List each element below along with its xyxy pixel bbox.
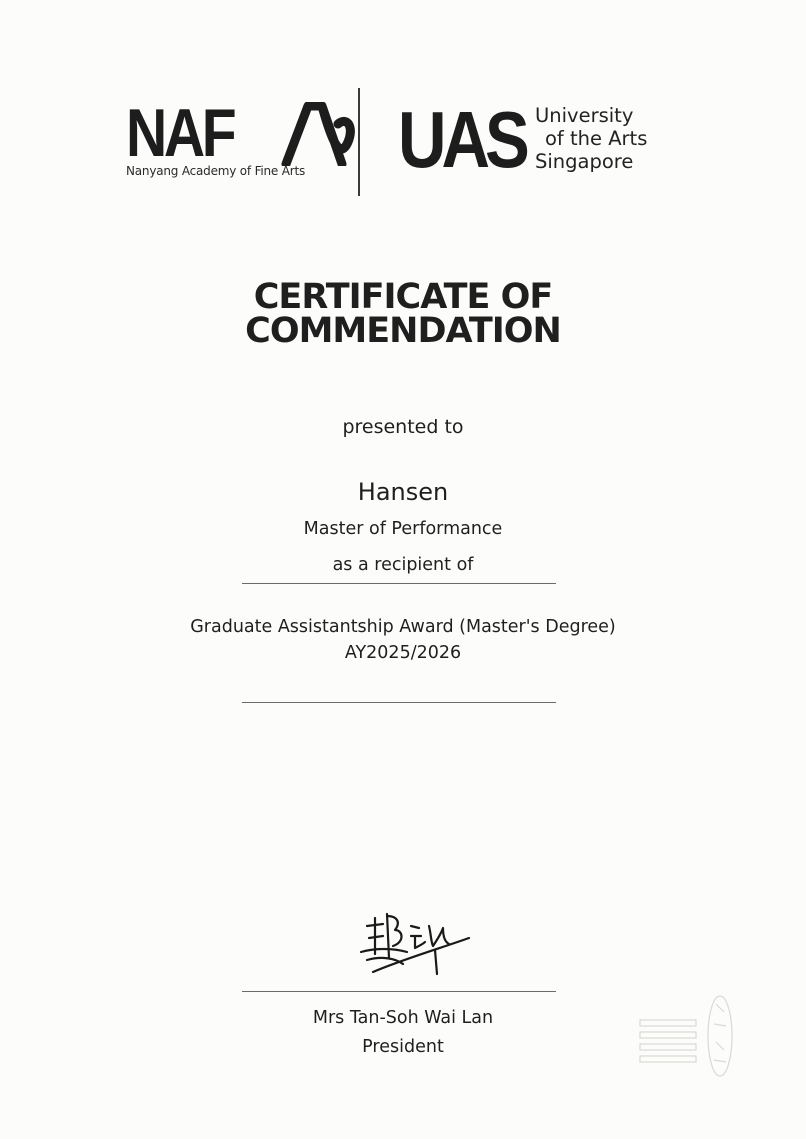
uas-logo-wordmark: UAS bbox=[398, 95, 525, 184]
president-signature bbox=[345, 908, 475, 980]
logo-divider bbox=[358, 88, 360, 196]
certificate-title-line1: CERTIFICATE OF bbox=[253, 277, 553, 317]
signatory-name: Mrs Tan-Soh Wai Lan bbox=[312, 1008, 494, 1028]
academic-year: AY2025/2026 bbox=[344, 643, 462, 663]
uas-name-line1: University bbox=[535, 104, 634, 127]
nafa-alpha-swirl-icon bbox=[278, 102, 356, 166]
programme-name: Master of Performance bbox=[303, 519, 503, 539]
divider-rule bbox=[242, 583, 556, 584]
nafa-logo bbox=[126, 95, 336, 190]
nafa-full-name: Nanyang Academy of Fine Arts bbox=[126, 164, 306, 178]
recipient-of-text: as a recipient of bbox=[332, 555, 474, 575]
award-name: Graduate Assistantship Award (Master's Degree) bbox=[190, 617, 616, 637]
signature-rule bbox=[242, 991, 556, 992]
uas-name-line2: of the Arts bbox=[545, 127, 648, 150]
uas-logo bbox=[398, 95, 688, 190]
presented-to-text: presented to bbox=[342, 416, 464, 438]
recipient-name: Hansen bbox=[357, 478, 449, 506]
divider-rule bbox=[242, 702, 556, 703]
uas-name-line3: Singapore bbox=[535, 150, 634, 173]
signatory-title: President bbox=[362, 1037, 444, 1057]
nafa-logo-wordmark: NAF bbox=[126, 95, 234, 171]
certificate-title-line2: COMMENDATION bbox=[245, 311, 561, 351]
uas-full-name bbox=[535, 104, 647, 173]
certificate-title bbox=[0, 277, 806, 351]
faint-seal-mark bbox=[636, 990, 736, 1082]
